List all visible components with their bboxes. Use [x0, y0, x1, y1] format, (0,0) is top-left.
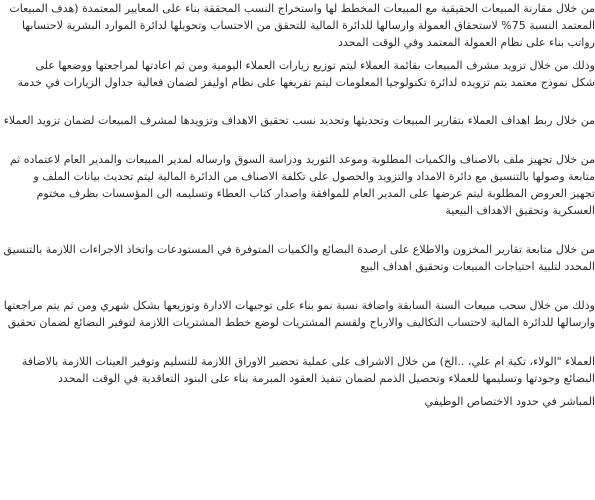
text-line: وذلك من خلال سحب مبيعات السنة السابقة واضافة نسبة نمو بناء على توجيهات الادارة وتوزيعها بشكل شهري ومن ثم يتم مراجعتها [3, 299, 595, 312]
text-line: من خلال تجهيز ملف بالاصناف والكميات المطلوبة وموعد التوريد ودراسة السوق وارساله لمدير المبيعات والمدير العام لاعتماده ثم [9, 153, 595, 166]
paragraph-key-customers [0, 353, 595, 387]
text-line: العملاء "الولاء، تكية ام علي، ..الخ) من خلال الاشراف على عملية تحضير الاوراق اللازمة للتسليم وتوفير العينات اللازمة بالاضافة [21, 355, 595, 368]
paragraph-customer-targets [0, 112, 595, 129]
text-line: البضائع وجودتها وتسليمها للعملاء وتحصيل الذمم لضمان تنفيذ العقود المبرمة بناء على البنود التعاقدية في الوقت المحدد [58, 372, 595, 385]
text-line: من خلال ربط اهداف العملاء بتقارير المبيعات وتحديثها وتحديد نسب تحقيق الاهداف وتزويدها لمشرف المبيعات لضمان تزويد العملاء [3, 114, 595, 127]
text-line: المباشر في حدود الاختصاص الوظيفي [424, 395, 595, 408]
paragraph-customer-visits [0, 57, 595, 91]
text-line: رواتب بناء على نظام العمولة المعتمد وفي الوقت المحدد [337, 36, 595, 49]
paragraph-inventory [0, 241, 595, 275]
text-line: متابعة وصولها بالتنسيق مع دائرة الامداد والتزويد والحصول على تكلفة الاصناف من الدائرة المالية ليتم تحديث بيانات الملف و [33, 170, 595, 183]
text-line: من خلال مقارنة المبيعات الحقيقية مع المبيعات المخطط لها واستخراج النسب المحققة بناء على المعايير المعتمدة (هدف المبيعات [9, 2, 595, 15]
text-line: من خلال متابعة تقارير المخزون والاطلاع على ارصدة البضائع والكميات المتوفرة في المستودعات واتخاذ الاجراءات اللازمة بالتنسيق [3, 243, 595, 256]
paragraph-sales-plan [0, 297, 595, 331]
paragraph-tenders [0, 151, 595, 219]
text-line: المعتمد النسبة 75% لاستحقاق العمولة وارسالها للدائرة المالية للتحقق من الاحتساب وتحويلها لدائرة الموارد البشرية لاحتسابها [21, 19, 595, 32]
text-line: المحدد لتلبية احتياجات المبيعات وتحقيق اهداف البيع [360, 260, 595, 273]
paragraph-commission [0, 0, 595, 51]
paragraph-job-scope [0, 393, 595, 410]
text-line: شكل نموذج معتمد يتم تزويده لدائرة تكنولوجيا المعلومات ليتم تفريغها على نظام اوليفز لضمان فعالية جداول الزيارات في خدمة [17, 76, 595, 89]
text-line: وارسالها للدائرة المالية لاحتساب التكاليف والارباح ولقسم المشتريات لوضع خطط المشتريات اللازمة لتوفير البضائع لضمان تحقيق [7, 316, 595, 329]
text-line: العسكرية وتحقيق الاهداف البيعية [445, 204, 595, 217]
text-line: وذلك من خلال تزويد مشرف المبيعات بقائمة العملاء ليتم توزيع زيارات العملاء اليومية ومن ثم اعادتها لمراجعتها ووضعها على [35, 59, 595, 72]
text-line: تجهيز العروض المطلوبة ليتم عرضها على المدير العام للموافقة واصدار كتاب العطاء وتسليمه الى المؤسسات بظرف مختوم [36, 187, 595, 200]
